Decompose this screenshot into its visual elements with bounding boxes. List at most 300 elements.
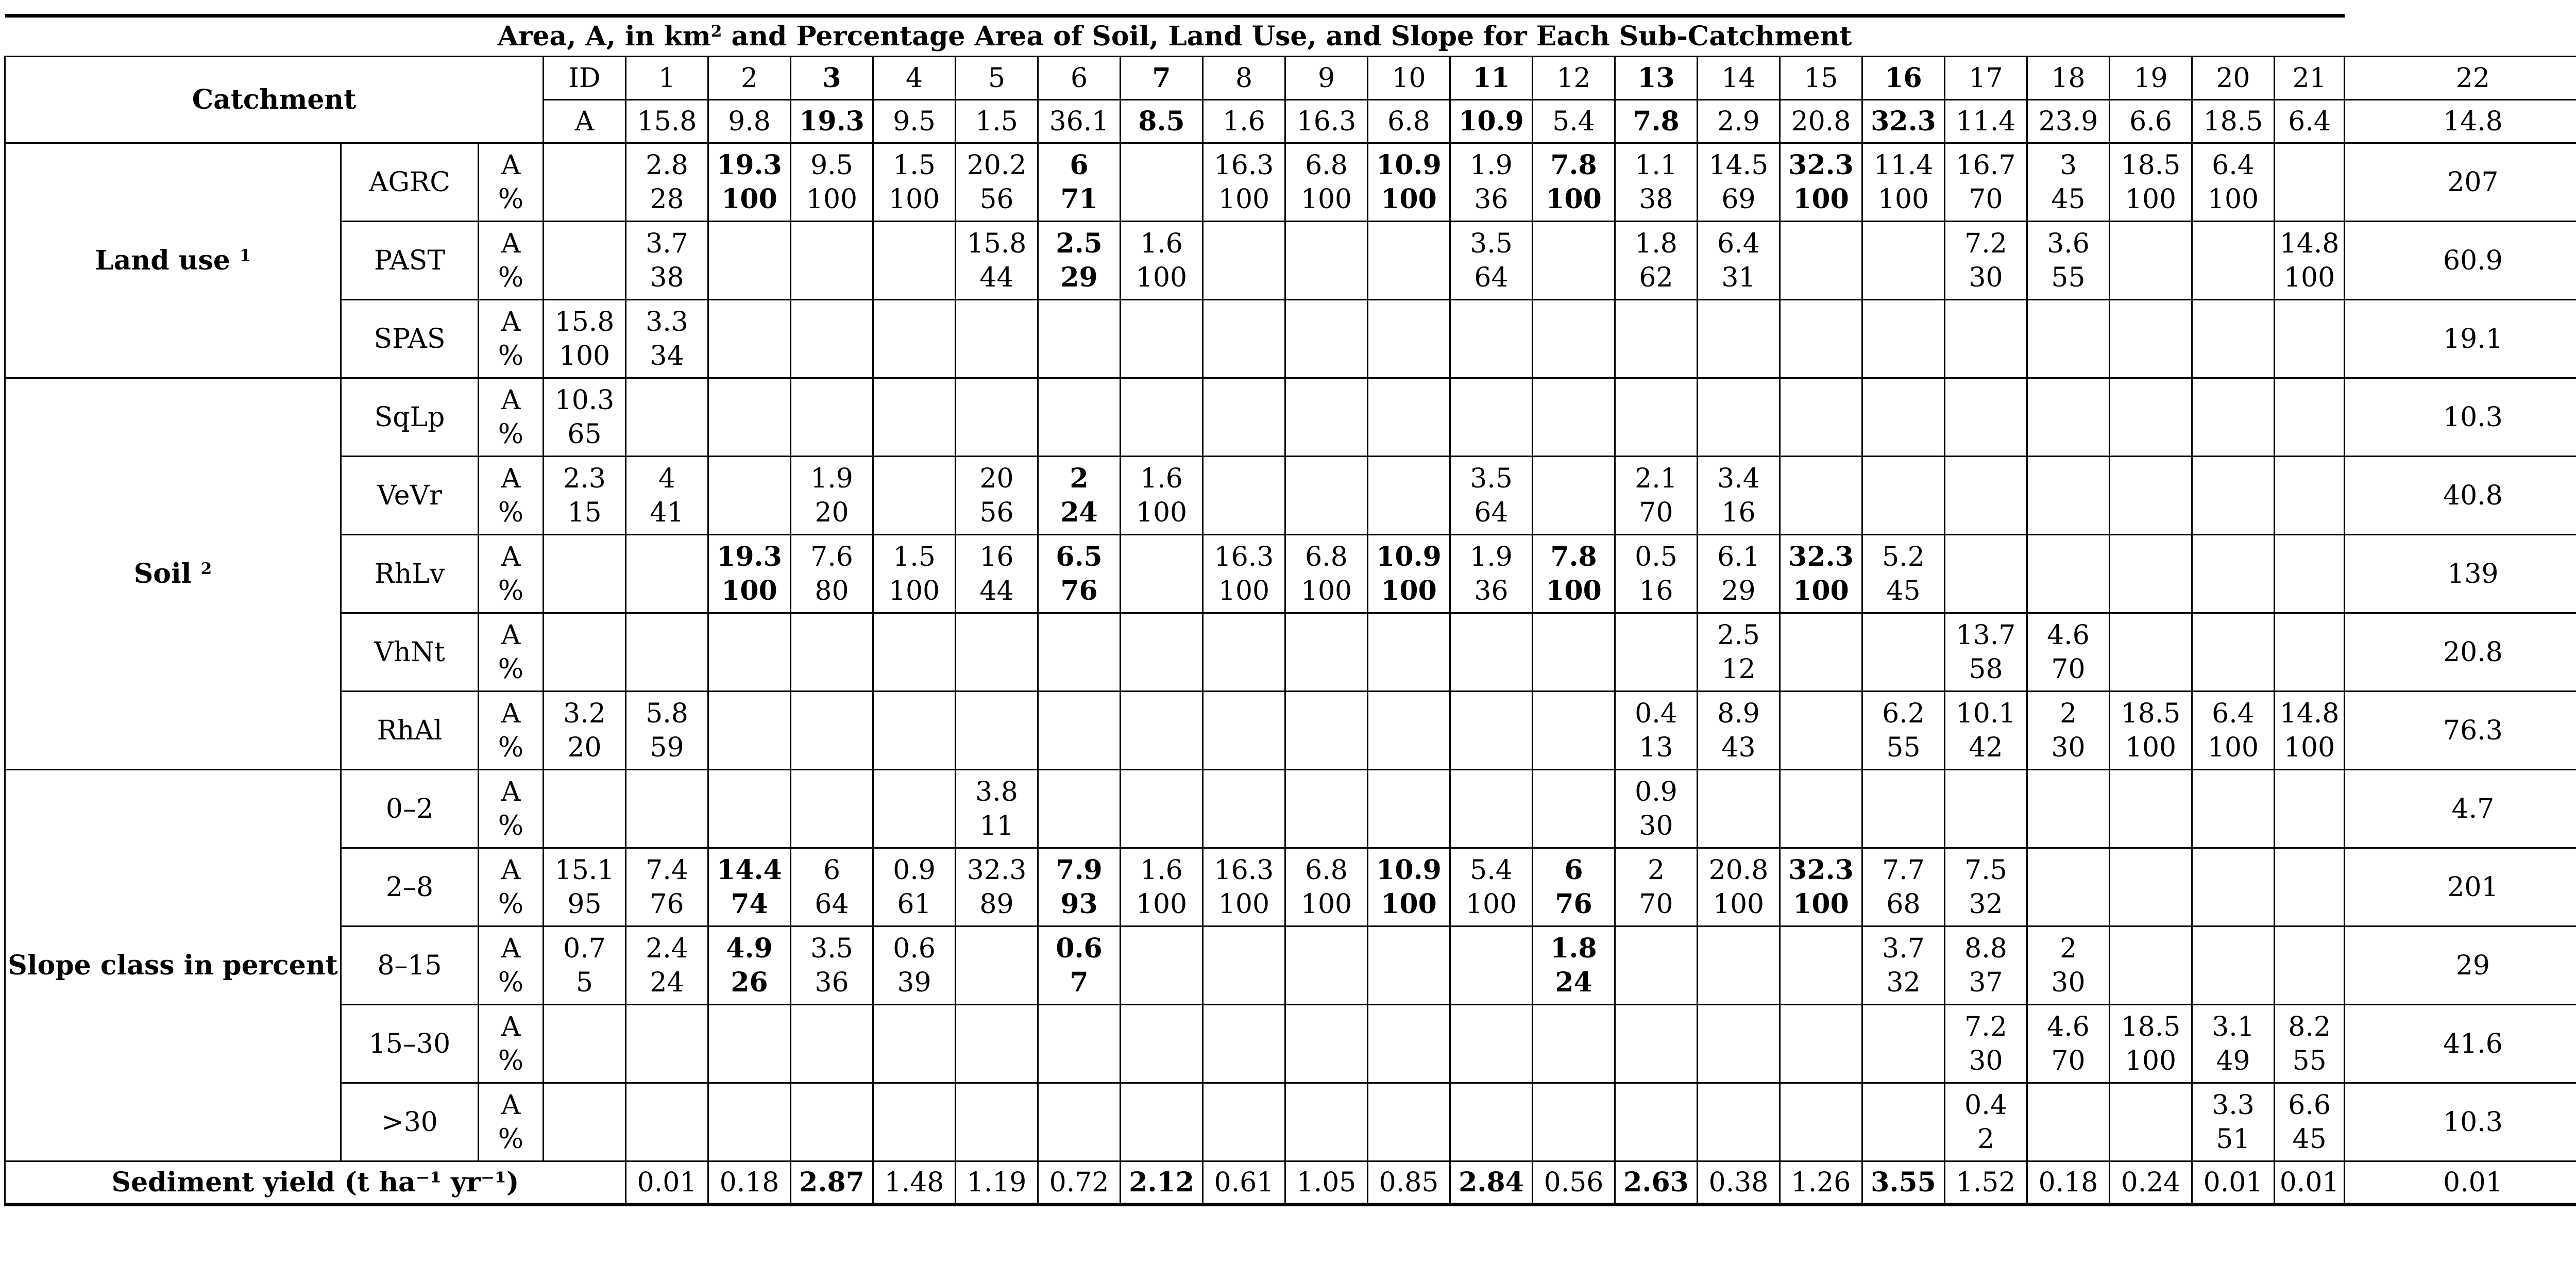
data-cell	[1945, 143, 2027, 222]
percent-value: 62	[1639, 262, 1673, 293]
row-sum: 201	[2345, 848, 2576, 927]
percent-value: 100	[1546, 575, 1602, 607]
area-value: 5.2	[1882, 541, 1925, 572]
data-cell	[1203, 378, 1285, 457]
data-cell	[544, 300, 626, 378]
area-value	[544, 1088, 625, 1122]
percent-value	[626, 652, 707, 686]
area-value	[874, 305, 955, 339]
percent-value	[1121, 417, 1202, 451]
data-cell	[1780, 1083, 1862, 1161]
sediment-cell: 0.38	[1698, 1161, 1780, 1205]
data-cell	[1038, 927, 1121, 1005]
percent-value	[2193, 652, 2274, 686]
area-value: 4.6	[2047, 1011, 2090, 1042]
unit-label	[479, 692, 544, 770]
area-cell: 2.9	[1698, 100, 1780, 143]
sediment-cell: 0.01	[2275, 1161, 2345, 1205]
area-value	[791, 227, 872, 261]
unit-pct: %	[498, 810, 524, 841]
unit-a: A	[501, 776, 521, 807]
data-cell	[873, 927, 956, 1005]
data-cell	[1780, 927, 1862, 1005]
data-cell	[626, 692, 708, 770]
area-value	[626, 618, 707, 652]
data-cell	[1945, 848, 2027, 927]
percent-value	[1368, 966, 1449, 1000]
area-value	[1204, 227, 1284, 261]
percent-value: 39	[897, 967, 931, 998]
percent-value	[1204, 1044, 1284, 1078]
area-value: 10.3	[554, 384, 615, 416]
percent-value	[2275, 496, 2344, 530]
data-cell	[626, 1005, 708, 1083]
area-value: 20.2	[967, 149, 1027, 181]
data-cell	[2192, 300, 2275, 378]
area-value	[1451, 775, 1532, 809]
area-value	[1863, 305, 1944, 339]
area-value	[1781, 1010, 1861, 1044]
data-cell	[2192, 927, 2275, 1005]
percent-value	[956, 417, 1037, 451]
area-value	[1863, 383, 1944, 417]
percent-value	[1945, 339, 2026, 373]
percent-value	[544, 652, 625, 686]
percent-value	[1533, 1122, 1614, 1156]
data-cell	[544, 927, 626, 1005]
group-label-sup: 1	[240, 246, 251, 265]
area-value	[1368, 1010, 1449, 1044]
data-cell	[1533, 613, 1615, 692]
data-cell	[1368, 1083, 1450, 1161]
area-cell: 16.3	[1285, 100, 1368, 143]
data-cell	[1203, 300, 1285, 378]
area-value	[1863, 775, 1944, 809]
area-value	[791, 618, 872, 652]
data-cell	[1945, 535, 2027, 613]
percent-value	[1121, 809, 1202, 843]
data-cell	[1203, 692, 1285, 770]
percent-value: 100	[2125, 1045, 2177, 1076]
area-cell: 32.3	[1862, 100, 1945, 143]
area-value	[1533, 305, 1614, 339]
data-cell	[626, 613, 708, 692]
data-cell	[1121, 457, 1203, 535]
sediment-cell: 2.63	[1615, 1161, 1698, 1205]
data-cell	[1368, 535, 1450, 613]
area-value: 3	[2059, 149, 2077, 181]
area-value	[1698, 383, 1779, 417]
area-value	[791, 775, 872, 809]
percent-value	[1451, 1122, 1532, 1156]
percent-value	[1368, 652, 1449, 686]
unit-label	[479, 378, 544, 457]
percent-value	[2110, 1122, 2191, 1156]
data-cell	[708, 692, 791, 770]
data-cell	[544, 848, 626, 927]
area-value: 1.6	[1140, 228, 1183, 259]
percent-value	[2275, 652, 2344, 686]
percent-value	[1451, 417, 1532, 451]
area-value	[709, 305, 790, 339]
percent-value: 64	[1474, 497, 1509, 528]
area-value	[2110, 305, 2191, 339]
percent-value: 55	[2051, 262, 2086, 293]
percent-value: 7	[1070, 966, 1089, 998]
area-cell: 5.4	[1533, 100, 1615, 143]
area-value	[1286, 462, 1367, 496]
percent-value: 100	[888, 575, 940, 607]
data-cell	[1203, 222, 1285, 300]
data-cell	[1450, 848, 1533, 927]
row-sum: 19.1	[2345, 300, 2576, 378]
area-value: 10.9	[1376, 541, 1442, 572]
data-cell	[1450, 378, 1533, 457]
data-cell	[1533, 848, 1615, 927]
unit-a: A	[501, 384, 521, 416]
area-value: 1.6	[1140, 854, 1183, 886]
area-value	[1451, 1088, 1532, 1122]
percent-value: 44	[979, 575, 1014, 607]
area-value	[1204, 697, 1284, 731]
data-cell	[1615, 535, 1698, 613]
data-cell	[2192, 1005, 2275, 1083]
data-cell	[708, 1083, 791, 1161]
data-cell	[2110, 613, 2192, 692]
data-cell	[626, 457, 708, 535]
percent-value	[1863, 809, 1944, 843]
area-value: 1.8	[1635, 228, 1677, 259]
data-cell	[1203, 770, 1285, 848]
area-value: 7.9	[1056, 854, 1103, 886]
area-value	[1863, 227, 1944, 261]
percent-value	[626, 1044, 707, 1078]
area-value: 8.9	[1717, 698, 1760, 729]
data-cell	[1038, 535, 1121, 613]
unit-label	[479, 300, 544, 378]
area-value: 2.4	[646, 933, 688, 964]
area-value	[2275, 618, 2344, 652]
area-value	[874, 1088, 955, 1122]
area-value	[1781, 462, 1861, 496]
percent-value	[2275, 182, 2344, 216]
percent-value: 29	[1060, 261, 1098, 293]
percent-value: 13	[1639, 732, 1673, 763]
data-cell	[956, 1083, 1038, 1161]
area-value	[2028, 540, 2109, 574]
area-value	[2110, 618, 2191, 652]
unit-label	[479, 927, 544, 1005]
unit-pct: %	[498, 183, 524, 215]
percent-value	[1863, 417, 1944, 451]
data-cell	[1368, 222, 1450, 300]
data-cell	[2275, 613, 2345, 692]
percent-value	[874, 652, 955, 686]
data-cell	[1038, 613, 1121, 692]
area-value: 2.5	[1056, 227, 1103, 259]
data-cell	[1450, 457, 1533, 535]
sediment-cell: 1.52	[1945, 1161, 2027, 1205]
percent-value: 100	[1465, 888, 1517, 920]
percent-value	[1863, 496, 1944, 530]
area-cell: 9.8	[708, 100, 791, 143]
area-value: 1.9	[1470, 149, 1513, 181]
percent-value: 36	[1474, 183, 1509, 215]
data-cell	[1862, 222, 1945, 300]
data-cell	[1862, 692, 1945, 770]
percent-value: 100	[1136, 497, 1188, 528]
area-value	[1286, 618, 1367, 652]
data-cell	[544, 457, 626, 535]
percent-value: 70	[1969, 183, 2003, 215]
data-cell	[873, 613, 956, 692]
id-cell: 8	[1203, 57, 1285, 100]
percent-value	[2028, 339, 2109, 373]
data-cell	[1121, 770, 1203, 848]
area-value: 6.4	[2212, 149, 2255, 181]
percent-value: 100	[1300, 183, 1352, 215]
area-value	[1204, 462, 1284, 496]
percent-value: 30	[1639, 810, 1673, 841]
percent-value: 24	[1555, 966, 1592, 998]
percent-value	[1863, 261, 1944, 295]
unit-a: A	[501, 933, 521, 964]
percent-value: 80	[815, 575, 849, 607]
data-cell	[1121, 1083, 1203, 1161]
data-cell	[2110, 848, 2192, 927]
percent-value	[2275, 417, 2344, 451]
row-label: SqLp	[341, 378, 479, 457]
area-value	[1616, 1010, 1697, 1044]
unit-label	[479, 143, 544, 222]
unit-pct: %	[498, 575, 524, 607]
data-cell	[1203, 927, 1285, 1005]
data-cell	[544, 692, 626, 770]
percent-value	[791, 1122, 872, 1156]
data-cell	[1450, 1005, 1533, 1083]
area-value	[2193, 462, 2274, 496]
data-cell	[2192, 770, 2275, 848]
area-value	[2275, 148, 2344, 182]
unit-pct: %	[498, 262, 524, 293]
area-value: 32.3	[1788, 149, 1854, 181]
sediment-cell: 2.87	[791, 1161, 873, 1205]
area-value	[1698, 1088, 1779, 1122]
data-cell	[1615, 692, 1698, 770]
percent-value	[1698, 1122, 1779, 1156]
area-value	[1204, 1010, 1284, 1044]
percent-value: 45	[1886, 575, 1921, 607]
area-value	[956, 305, 1037, 339]
data-cell	[2027, 927, 2110, 1005]
percent-value	[1039, 339, 1120, 373]
area-value	[2275, 775, 2344, 809]
data-cell	[1533, 222, 1615, 300]
percent-value: 100	[2125, 183, 2177, 215]
area-cell: 10.9	[1450, 100, 1533, 143]
data-cell	[1121, 692, 1203, 770]
area-value	[1368, 227, 1449, 261]
data-cell	[1203, 457, 1285, 535]
data-cell	[1698, 927, 1780, 1005]
sediment-cell: 0.18	[2027, 1161, 2110, 1205]
area-value	[1945, 540, 2026, 574]
area-value: 3.1	[2212, 1011, 2255, 1042]
percent-value	[1616, 339, 1697, 373]
area-value	[956, 932, 1037, 966]
area-value	[709, 462, 790, 496]
area-value: 6.4	[2212, 698, 2255, 729]
data-cell	[1780, 1005, 1862, 1083]
data-cell	[1698, 457, 1780, 535]
row-label: 15–30	[341, 1005, 479, 1083]
row-sum: 29	[2345, 927, 2576, 1005]
percent-value: 93	[1060, 888, 1098, 920]
percent-value	[1039, 731, 1120, 765]
data-cell	[1285, 927, 1368, 1005]
percent-value	[709, 731, 790, 765]
percent-value: 29	[1721, 575, 1756, 607]
data-cell	[2110, 222, 2192, 300]
data-cell	[1862, 1005, 1945, 1083]
area-value: 4.9	[726, 932, 773, 964]
data-cell	[873, 535, 956, 613]
area-value: 3.5	[810, 933, 853, 964]
data-cell	[873, 770, 956, 848]
data-cell	[2275, 457, 2345, 535]
area-value: 18.5	[2121, 1011, 2181, 1042]
percent-value	[1533, 339, 1614, 373]
percent-value	[2110, 417, 2191, 451]
unit-pct: %	[498, 497, 524, 528]
data-cell	[1121, 613, 1203, 692]
area-value: 15.8	[554, 306, 615, 338]
area-value	[1533, 383, 1614, 417]
percent-value: 100	[2283, 262, 2335, 293]
percent-value	[1781, 1044, 1861, 1078]
unit-label	[479, 222, 544, 300]
percent-value	[626, 1122, 707, 1156]
area-value: 32.3	[967, 854, 1027, 886]
table-title-prefix: Area, A, in km	[497, 21, 711, 52]
area-value: 3.3	[646, 306, 688, 338]
area-value	[1863, 1010, 1944, 1044]
group-label	[5, 378, 341, 770]
percent-value	[874, 1122, 955, 1156]
area-value	[2275, 853, 2344, 887]
area-value: 4.6	[2047, 619, 2090, 651]
percent-value: 28	[650, 183, 684, 215]
percent-value: 56	[979, 183, 1014, 215]
area-value	[709, 227, 790, 261]
percent-value	[709, 496, 790, 530]
group-label-text: Soil	[133, 558, 192, 590]
row-sum: 20.8	[2345, 613, 2576, 692]
id-cell: 17	[1945, 57, 2027, 100]
data-cell	[1285, 143, 1368, 222]
area-value	[2028, 853, 2109, 887]
area-value	[1286, 305, 1367, 339]
area-value: 9.5	[810, 149, 853, 181]
unit-a: A	[501, 541, 521, 572]
area-value: 6.2	[1882, 698, 1925, 729]
row-sum: 4.7	[2345, 770, 2576, 848]
data-cell	[708, 848, 791, 927]
percent-value	[1533, 417, 1614, 451]
id-cell: 7	[1121, 57, 1203, 100]
area-value	[1368, 618, 1449, 652]
area-value: 3.2	[563, 698, 606, 729]
percent-value	[544, 809, 625, 843]
area-value	[956, 383, 1037, 417]
data-cell	[2275, 535, 2345, 613]
data-cell	[1450, 222, 1533, 300]
percent-value	[1121, 652, 1202, 686]
row-sum: 10.3	[2345, 1083, 2576, 1161]
sediment-cell: 0.61	[1203, 1161, 1285, 1205]
data-cell	[1038, 222, 1121, 300]
data-cell	[2275, 222, 2345, 300]
area-value	[2110, 227, 2191, 261]
data-cell	[1285, 222, 1368, 300]
percent-value: 38	[1639, 183, 1673, 215]
data-cell	[1862, 457, 1945, 535]
row-label: AGRC	[341, 143, 479, 222]
data-cell	[1450, 1083, 1533, 1161]
percent-value	[2028, 1122, 2109, 1156]
data-cell	[873, 378, 956, 457]
percent-value	[1121, 574, 1202, 608]
data-cell	[2110, 535, 2192, 613]
data-cell	[544, 378, 626, 457]
data-cell	[1368, 927, 1450, 1005]
data-cell	[791, 300, 873, 378]
data-cell	[1450, 143, 1533, 222]
percent-value: 76	[650, 888, 684, 920]
area-value: 6.1	[1717, 541, 1760, 572]
percent-value	[1533, 731, 1614, 765]
area-value	[544, 540, 625, 574]
catchment-header: Catchment	[5, 57, 544, 143]
percent-value	[1368, 1044, 1449, 1078]
data-cell	[1780, 143, 1862, 222]
data-cell	[2275, 1083, 2345, 1161]
area-value	[2193, 618, 2274, 652]
area-value	[1616, 932, 1697, 966]
data-cell	[791, 457, 873, 535]
data-cell	[2275, 378, 2345, 457]
area-value	[1863, 618, 1944, 652]
percent-value	[874, 417, 955, 451]
area-value: 14.5	[1708, 149, 1769, 181]
data-cell	[956, 613, 1038, 692]
percent-value	[1204, 809, 1284, 843]
percent-value: 100	[1381, 183, 1437, 215]
percent-value	[626, 417, 707, 451]
id-cell: 15	[1780, 57, 1862, 100]
percent-value: 41	[650, 497, 684, 528]
data-cell	[1121, 143, 1203, 222]
area-value	[1698, 1010, 1779, 1044]
percent-value	[2193, 339, 2274, 373]
percent-value	[791, 339, 872, 373]
percent-value	[1204, 339, 1284, 373]
data-cell	[1862, 143, 1945, 222]
data-cell	[1945, 927, 2027, 1005]
data-cell	[791, 143, 873, 222]
unit-a: A	[501, 463, 521, 494]
area-value	[709, 383, 790, 417]
